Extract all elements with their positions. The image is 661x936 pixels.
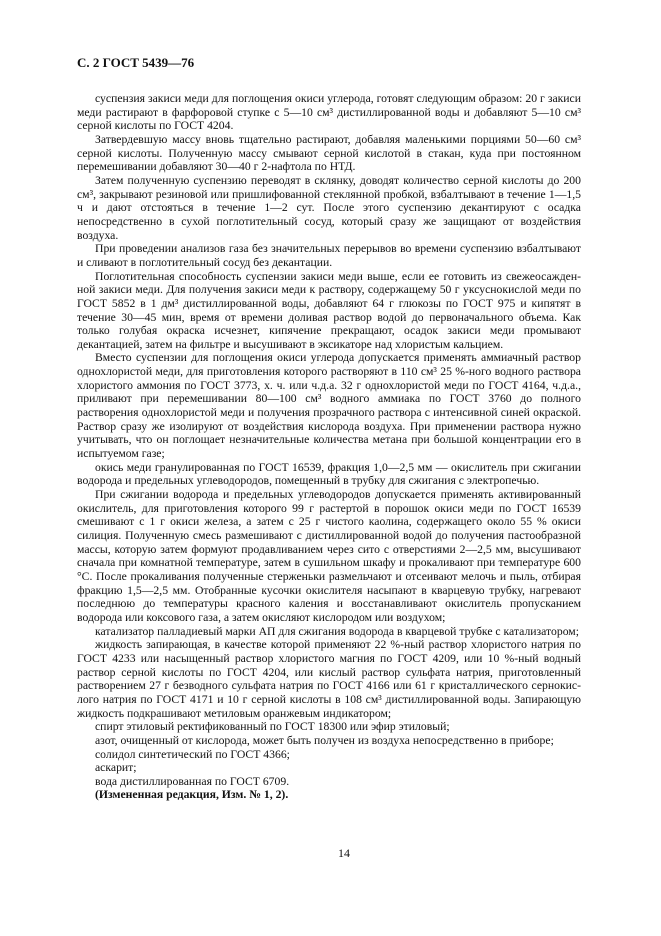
paragraph: окись меди гранулированная по ГОСТ 16539, фракция 1,0—2,5 мм — окислитель при сжигании водорода и предельных углеводородов, помещенный в трубку для сжигания с электропечью. <box>77 460 581 488</box>
amendment-note: (Измененная редакция, Изм. № 1, 2). <box>95 788 289 802</box>
paragraph: Затем полученную суспензию переводят в склянку, доводят количество серной кислоты до 200 см³, закрывают резиновой или пришлифованной стеклянной пробкой, взбалтывают в течение 1—1,5 ч и дают отстояться в течение 1—2 сут. После этого суспензию декантируют с осадка непосредственно в сухой поглотительный сосуд, который сразу же защищают от воздействия воздуха. <box>77 173 581 242</box>
paragraph: При сжигании водорода и предельных углеводородов допускается применять активированный окислитель, для приготовления которого 99 г растертой в порошок окиси меди по ГОСТ 16539 смешивают с 1 г окиси железа, а затем с 25 г чистого каолина, содержащего около 55 % окиси силиция. Полученную смесь размешивают с дистиллированной водой до получения пастообразной массы, которую затем формуют продавливанием через сито с отверстиями 2—2,5 мм, высушивают сначала при комнатной температуре, затем в сушильном шкафу и прокаливают при температуре 600 °С. После прокаливания полученные стерженьки размельчают и отсеивают мелочь и пыль, отбирая фракцию 1,5—2,5 мм. Отобранные кусочки окислителя насыпают в кварцевую трубку, нагревают последнюю до температуры красного каления и восстанавливают окислитель пропусканием водорода или коксового газа, а затем окисляют кислородом или воздухом; <box>77 488 581 624</box>
paragraph: При проведении анализов газа без значительных перерывов во времени суспензию взбалтывают и сливают в поглотительный сосуд без декантации. <box>77 242 581 269</box>
paragraph: суспензия закиси меди для поглощения окиси углерода, готовят следующим образом: 20 г закиси меди растирают в фарфоровой ступке с 5—10 см³ дистиллированной воды и добавляют 5—10 см³ серной кислоты по ГОСТ 4204. <box>77 92 581 133</box>
paragraph: Поглотительная способность суспензии закиси меди выше, если ее готовить из свежеосажденной закиси меди. Для получения закиси меди к раствору, содержащему 50 г уксуснокислой меди по ГОСТ 5852 в 1 дм³ дистиллированной воды, добавляют 64 г глюкозы по ГОСТ 975 и кипятят в течение 30—45 мин, время от времени доливая раствор водой до первоначального объема. Как только голубая окраска исчезнет, кипячение прекращают, осадок закиси меди промывают декантацией, затем на фильтре и высушивают в эксикаторе над хлористым кальцием. <box>77 269 581 351</box>
list-item: аскарит; <box>95 761 137 775</box>
list-item: вода дистиллированная по ГОСТ 6709. <box>95 774 290 788</box>
list-item: спирт этиловый ректификованный по ГОСТ 18300 или эфир этиловый; <box>95 720 450 734</box>
document-body <box>77 92 581 802</box>
paragraph: Вместо суспензии для поглощения окиси углерода допускается применять аммиачный раствор однохлористой меди, для приготовления которого растворяют в 110 см³ 25 %-ного водного раствора хлористого аммония по ГОСТ 3773, х. ч. или ч.д.а. 32 г однохлористой меди по ГОСТ 4164, ч.д.а., приливают при перемешивании 80—100 см³ водного аммиака по ГОСТ 3760 до полного растворения однохлористой меди и получения прозрачного раствора с интенсивной синей окраской. Раствор сразу же изолируют от воздействия кислорода воздуха. При применении раствора нужно учитывать, что он поглощает незначительные количества метана при большой концентрации его в испытуемом газе; <box>77 351 581 461</box>
page-number: 14 <box>338 846 350 860</box>
paragraph: жидкость запирающая, в качестве которой применяют 22 %-ный раствор хлористого натрия по ГОСТ 4233 или насыщенный раствор хлористого магния по ГОСТ 4209, или 10 %-ный водный раствор серной кислоты по ГОСТ 4204, или кислый раствор сульфата натрия, приготовленный растворением 27 г безводного сульфата натрия по ГОСТ 4166 или 61 г кристаллического сернокислого натрия по ГОСТ 4171 и 10 г серной кислоты в 108 см³ дистиллированной воды. Запирающую жидкость подкрашивают метиловым оранжевым индикатором; <box>77 638 581 720</box>
paragraph: катализатор палладиевый марки АП для сжигания водорода в кварцевой трубке с катализатором; <box>95 624 579 638</box>
page-header: С. 2 ГОСТ 5439—76 <box>77 55 195 70</box>
paragraph: Затвердевшую массу вновь тщательно растирают, добавляя маленькими порциями 50—60 см³ серной кислоты. Полученную массу смывают серной кислотой в стакан, куда при постоянном перемешивании добавляют 30—40 г 2-нафтола по НТД. <box>77 132 581 174</box>
list-item: солидол синтетический по ГОСТ 4366; <box>95 747 290 761</box>
list-item: азот, очищенный от кислорода, может быть получен из воздуха непосредственно в приборе; <box>95 733 554 747</box>
